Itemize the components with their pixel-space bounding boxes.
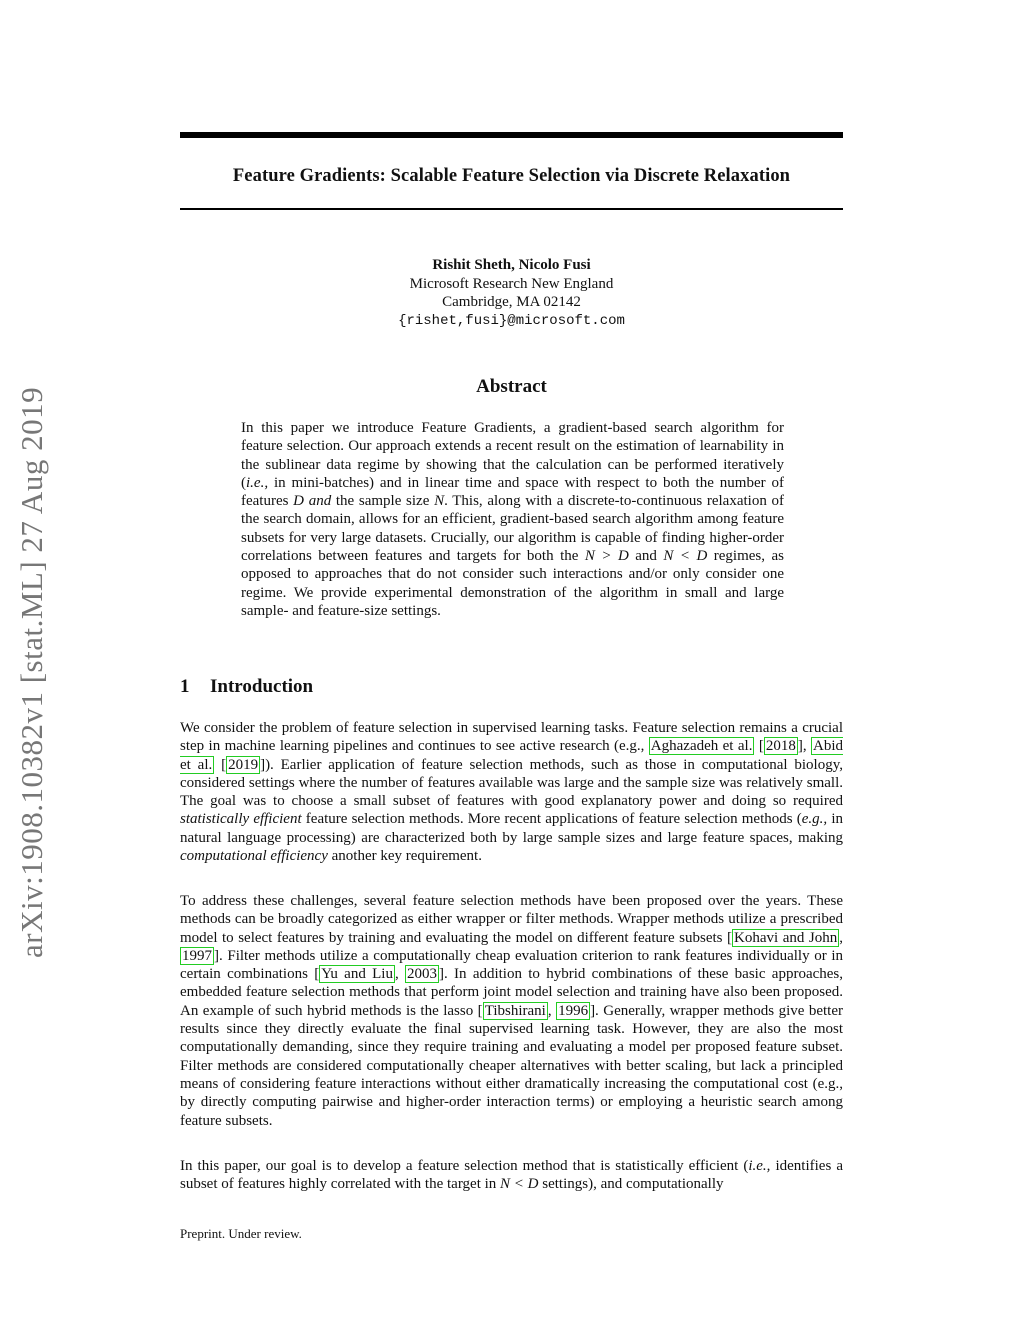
location: Cambridge, MA 02142 <box>442 294 581 310</box>
citation-year-link[interactable]: 1997 <box>182 947 212 964</box>
citation-year-link[interactable]: 2019 <box>228 756 259 773</box>
citation-year-link[interactable]: 1996 <box>558 1002 589 1019</box>
footer-note: Preprint. Under review. <box>180 1226 302 1241</box>
intro-paragraph-2: To address these challenges, several feature selection methods have been proposed over the years. These methods can be broadly categorized as either wrapper or filter methods. Wrapper methods utilize a prescribed model to select features by training and evaluating the model on different feature subsets [ Kohavi and John , 1997 ]. Filter methods utilize a computationally cheap evaluation criterion to rank features individually or in certain combinations [ Yu and Liu , 2003 ]. In addition to hybrid combinations of these basic approaches, embedded feature selection methods that perform joint model selection and training have also been proposed. An example of such hybrid methods is the lasso [ Tibshirani , 1996 ]. Generally, wrapper methods give better results since they directly evaluate the final supervised learning task. However, they are also the most computationally demanding, since they require training and evaluating a model per proposed feature subset. Filter methods are considered computationally cheaper alternatives with better scaling, but lack a principled means of considering feature interactions without either dramatically increasing the computational cost (e.g., by directly computing pairwise and higher-order interaction terms) or employing a heuristic search among feature subsets. <box>180 893 844 1129</box>
arxiv-stamp: arXiv:1908.10382v1 [stat.ML] 27 Aug 2019 <box>14 386 49 958</box>
citation-link[interactable]: Kohavi and John <box>734 929 838 946</box>
title-bottom-rule <box>180 208 843 210</box>
citation-year-link[interactable]: 2018 <box>765 738 796 755</box>
abstract-text: In this paper we introduce Feature Gradients, a gradient-based search algorithm for feature selection. Our approach extends a recent result on the estimation of learnability in the sublinear data regime by showing that the calculation can be performed iteratively (i.e., in mini-batches) and in linear time and space with respect to both the number of features D and the sample size N. This, along with a discrete-to-continuous relaxation of the search domain, allows for an efficient, gradient-based search algorithm among feature subsets for very large datasets. Crucially, our algorithm is capable of finding higher-order correlations between features and targets for both the N > D and N < D regimes, as opposed to approaches that do not consider such interactions and/or only consider one regime. We provide experimental demonstration of the algorithm in small and large sample- and feature-size settings. <box>241 420 784 619</box>
abstract-heading: Abstract <box>476 376 547 397</box>
citation-link[interactable]: Abid et al. <box>180 738 843 773</box>
citation-year-link[interactable]: 2003 <box>407 966 437 983</box>
section-heading-introduction <box>180 676 313 698</box>
author-names: Rishit Sheth, Nicolo Fusi <box>432 257 591 273</box>
citation-link[interactable]: Aghazadeh et al. <box>650 738 753 755</box>
email: {rishet,fusi}@microsoft.com <box>398 312 625 329</box>
paper-title: Feature Gradients: Scalable Feature Selection via Discrete Relaxation <box>232 166 791 186</box>
section-number: 1 <box>180 676 190 697</box>
intro-paragraph-1: We consider the problem of feature selection in supervised learning tasks. Feature selection remains a crucial step in machine learning pipelines and continues to see active research (e.g., Aghazadeh et al. [ 2018 ], Abid et al. [ 2019 ]). Earlier application of feature selection methods, such as those in computational biology, considered settings where the number of features available was large and the sample size was relatively small. The goal was to choose a small subset of features with good explanatory power and doing so required statistically efficient feature selection methods. More recent applications of feature selection methods (e.g., in natural language processing) are characterized both by large sample sizes and large feature spaces, making computational efficiency another key requirement. <box>180 720 843 865</box>
intro-paragraph-3: In this paper, our goal is to develop a feature selection method that is statistically efficient (i.e., identifies a subset of features highly correlated with the target in N < D settings), and computationally <box>180 1158 843 1193</box>
section-title: Introduction <box>210 676 314 697</box>
citation-link[interactable]: Yu and Liu <box>321 966 393 983</box>
author-block <box>180 256 843 330</box>
title-top-rule <box>180 132 843 138</box>
citation-link[interactable]: Tibshirani <box>484 1002 546 1019</box>
affiliation: Microsoft Research New England <box>409 275 614 292</box>
